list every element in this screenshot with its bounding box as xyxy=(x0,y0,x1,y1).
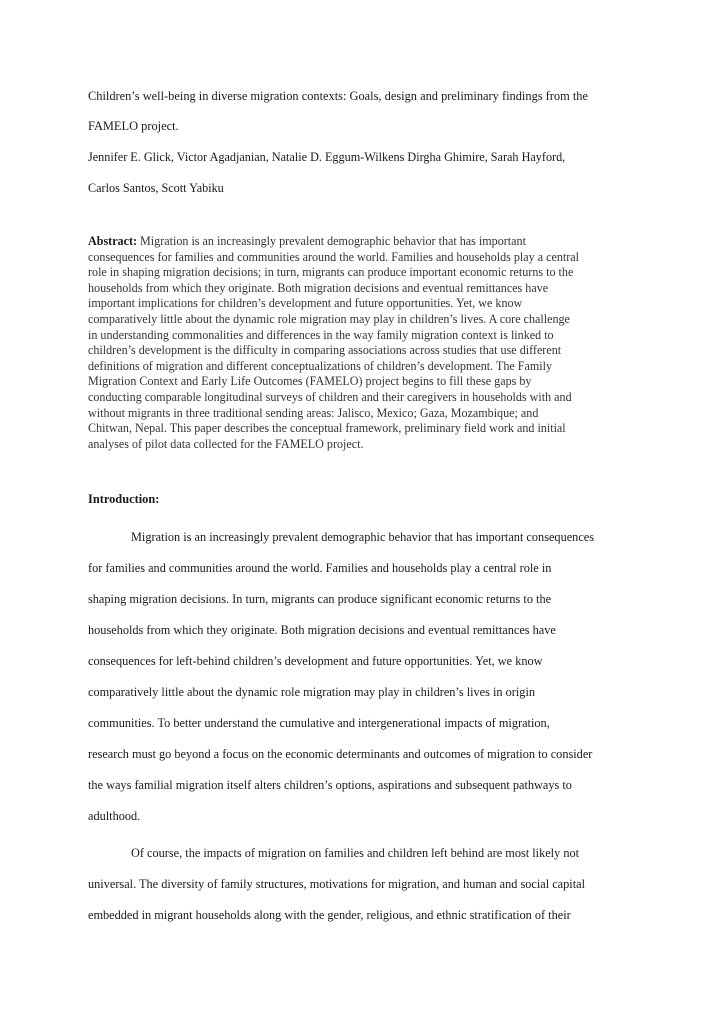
abstract-line: children’s development is the difficulty in comparing associations across studies that use different xyxy=(88,343,562,358)
abstract-line: important implications for children’s development and future opportunities. Yet, we know xyxy=(88,296,523,311)
section-heading-introduction: Introduction: xyxy=(88,492,160,506)
abstract-line: in understanding commonalities and differences in the way family migration context is linked to xyxy=(88,327,554,342)
body-text-line: Of course, the impacts of migration on families and children left behind are most likely not xyxy=(131,846,580,860)
abstract-line: comparatively little about the dynamic role migration may play in children’s lives. A core challenge xyxy=(88,311,570,326)
abstract-line: consequences for families and communities around the world. Families and households play a central xyxy=(88,249,580,264)
abstract-line: definitions of migration and different conceptualizations of children’s development. The Family xyxy=(88,358,553,373)
body-text-line: for families and communities around the world. Families and households play a central role in xyxy=(88,561,552,575)
body-text-line: adulthood. xyxy=(88,809,141,823)
abstract xyxy=(88,234,640,452)
abstract-line: conducting comparable longitudinal surveys of children and their caregivers in households with and xyxy=(88,389,572,404)
body-text-line: communities. To better understand the cumulative and intergenerational impacts of migration, xyxy=(88,716,550,730)
body-text-line: research must go beyond a focus on the economic determinants and outcomes of migration to consider xyxy=(88,747,593,761)
abstract-line: Migration Context and Early Life Outcomes (FAMELO) project begins to fill these gaps by xyxy=(88,374,532,389)
paper-title-line-1: Children’s well-being in diverse migration contexts: Goals, design and preliminary findings from the xyxy=(88,89,588,103)
body-text-line: the ways familial migration itself alters children’s options, aspirations and subsequent pathways to xyxy=(88,778,572,792)
abstract-line: Chitwan, Nepal. This paper describes the conceptual framework, preliminary field work and initial xyxy=(88,421,566,436)
body-text-line: universal. The diversity of family structures, motivations for migration, and human and social capital xyxy=(88,877,585,891)
body-text-line: comparatively little about the dynamic role migration may play in children’s lives in origin xyxy=(88,685,536,699)
paper-title-line-2: FAMELO project. xyxy=(88,119,179,133)
body-text-line: consequences for left-behind children’s development and future opportunities. Yet, we know xyxy=(88,654,543,668)
body-text-line: households from which they originate. Both migration decisions and eventual remittances have xyxy=(88,623,556,637)
abstract-line: role in shaping migration decisions; in turn, migrants can produce important economic returns to the xyxy=(88,265,574,280)
abstract-line: households from which they originate. Both migration decisions and eventual remittances have xyxy=(88,280,549,295)
abstract-line: without migrants in three traditional sending areas: Jalisco, Mexico; Gaza, Mozambique; and xyxy=(88,405,539,420)
authors-line-1: Jennifer E. Glick, Victor Agadjanian, Natalie D. Eggum-Wilkens Dirgha Ghimire, Sarah Hayford, xyxy=(88,150,566,164)
abstract-line: analyses of pilot data collected for the FAMELO project. xyxy=(88,436,364,451)
body-text-line: embedded in migrant households along with the gender, religious, and ethnic stratification of their xyxy=(88,908,571,922)
abstract-line: Abstract: Migration is an increasingly prevalent demographic behavior that has important xyxy=(88,234,526,248)
authors-line-2: Carlos Santos, Scott Yabiku xyxy=(88,181,224,195)
body-text-line: shaping migration decisions. In turn, migrants can produce significant economic returns to the xyxy=(88,592,552,606)
body-text-line: Migration is an increasingly prevalent demographic behavior that has important consequences xyxy=(131,530,595,544)
abstract-label: Abstract: xyxy=(88,234,138,248)
